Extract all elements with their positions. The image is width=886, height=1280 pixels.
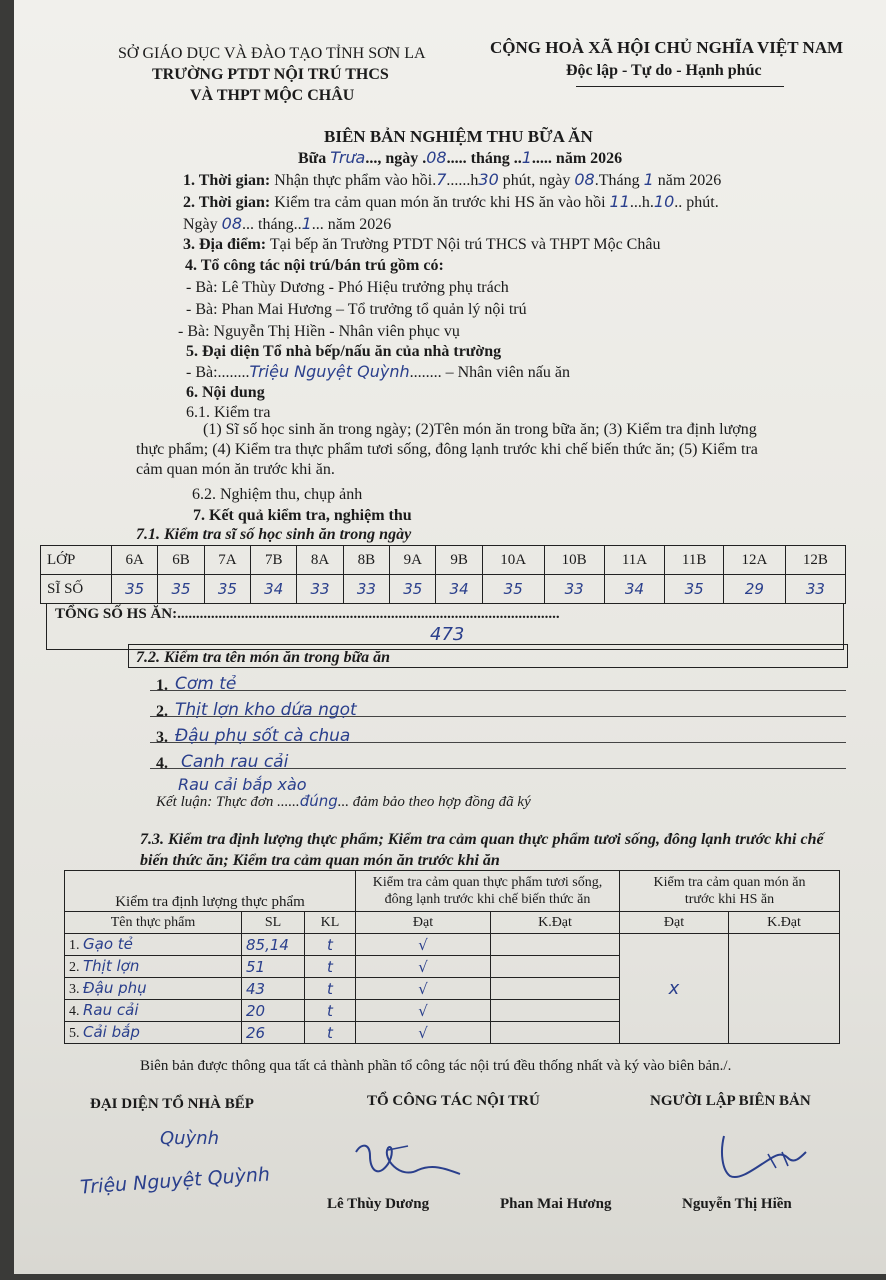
class-10a: 10A xyxy=(482,546,544,575)
national-title: CỘNG HOÀ XÃ HỘI CHỦ NGHĨA VIỆT NAM xyxy=(490,38,844,57)
member-2: - Bà: Phan Mai Hương – Tổ trưởng tổ quản lý nội trú xyxy=(186,301,527,318)
qt-h-kdat2: K.Đạt xyxy=(729,912,840,934)
item-6-para2: thực phẩm; (4) Kiểm tra thực phẩm tươi sống, đông lạnh trước khi chế biến thức ăn; (5) Kiểm tra xyxy=(136,441,758,458)
class-9b: 9B xyxy=(436,546,482,575)
meal-line: Bữa Trưa..., ngày .08..... tháng ..1..... năm 2026 xyxy=(298,148,623,167)
count-9a: 35 xyxy=(390,575,436,604)
item-5-title: 5. Đại diện Tổ nhà bếp/nấu ăn của nhà trường xyxy=(186,343,502,360)
qt-kdat-2 xyxy=(491,956,620,978)
committee-title: TỔ CÔNG TÁC NỘI TRÚ xyxy=(367,1093,540,1109)
dish-1-num: 1. xyxy=(156,677,168,694)
count-row xyxy=(41,575,846,604)
qt-kdat-5 xyxy=(491,1022,620,1044)
qt-sl-4: 20 xyxy=(242,1000,305,1022)
qt-food-1: 1. Gạo tẻ xyxy=(65,934,242,956)
qt-kl-3: t xyxy=(305,978,356,1000)
qt-header-row-2 xyxy=(65,912,840,934)
dish-2-name: Thịt lợn kho dứa ngọt xyxy=(175,700,357,720)
count-11a: 34 xyxy=(604,575,665,604)
motto-underline xyxy=(576,86,784,87)
item-6-1: 6.1. Kiểm tra xyxy=(186,404,271,421)
class-11b: 11B xyxy=(665,546,724,575)
qt-food-2: 2. Thịt lợn xyxy=(65,956,242,978)
class-7b: 7B xyxy=(251,546,297,575)
qt-dat-1: √ xyxy=(356,934,491,956)
qt-dat-3: √ xyxy=(356,978,491,1000)
quantity-table xyxy=(64,870,840,1044)
qt-dat-5: √ xyxy=(356,1022,491,1044)
qt-row xyxy=(65,934,840,956)
qt-dat-4: √ xyxy=(356,1000,491,1022)
count-6b: 35 xyxy=(158,575,204,604)
class-8a: 8A xyxy=(297,546,343,575)
qt-food-5: 5. Cải bắp xyxy=(65,1022,242,1044)
section-7-3-title-2: biến thức ăn; Kiểm tra cảm quan món ăn trước khi ăn xyxy=(140,852,500,869)
count-7a: 35 xyxy=(204,575,250,604)
class-12b: 12B xyxy=(785,546,845,575)
section-7-2-title: 7.2. Kiểm tra tên món ăn trong bữa ăn xyxy=(136,649,391,666)
qt-sl-1: 85,14 xyxy=(242,934,305,956)
qt-food-3: 3. Đậu phụ xyxy=(65,978,242,1000)
section-7-1-title: 7.1. Kiểm tra sĩ số học sinh ăn trong ngày xyxy=(136,526,412,543)
qt-group-1: Kiểm tra định lượng thực phẩm xyxy=(65,871,356,912)
total-value: 473 xyxy=(430,624,465,645)
kitchen-signature: Quỳnh xyxy=(160,1128,220,1149)
item-6-title: 6. Nội dung xyxy=(186,384,265,401)
item-5-cook: - Bà:........Triệu Nguyệt Quỳnh........ – Nhân viên nấu ăn xyxy=(186,362,570,381)
qt-h-kl: KL xyxy=(305,912,356,934)
count-12a: 29 xyxy=(723,575,785,604)
recorder-title: NGƯỜI LẬP BIÊN BẢN xyxy=(650,1093,811,1109)
class-7a: 7A xyxy=(204,546,250,575)
dish-4-num: 4. xyxy=(156,755,168,772)
document-title: BIÊN BẢN NGHIỆM THU BỮA ĂN xyxy=(324,127,593,146)
count-9b: 34 xyxy=(436,575,482,604)
qt-sl-3: 43 xyxy=(242,978,305,1000)
dept-name: SỞ GIÁO DỤC VÀ ĐÀO TẠO TỈNH SƠN LA xyxy=(118,45,426,62)
qt-food-4: 4. Rau cải xyxy=(65,1000,242,1022)
signer-nguyen-thi-hien: Nguyễn Thị Hiền xyxy=(682,1196,792,1212)
class-12a: 12A xyxy=(723,546,785,575)
count-12b: 33 xyxy=(785,575,845,604)
qt-h-dat: Đạt xyxy=(356,912,491,934)
dish-1-name: Cơm tẻ xyxy=(175,674,237,694)
section-7-3-title-1: 7.3. Kiểm tra định lượng thực phẩm; Kiểm tra cảm quan thực phẩm tươi sống, đông lạnh trước khi chế xyxy=(140,831,824,848)
signature-le-thuy-duong xyxy=(348,1134,468,1188)
dish-2-num: 2. xyxy=(156,703,168,720)
qt-kdat-3 xyxy=(491,978,620,1000)
closing-statement: Biên bản được thông qua tất cả thành phần tổ công tác nội trú đều thống nhất và ký vào biên bản./. xyxy=(140,1058,732,1074)
item-7-title: 7. Kết quả kiểm tra, nghiệm thu xyxy=(193,507,412,524)
dish-5-name: Rau cải bắp xào xyxy=(178,775,307,794)
class-11a: 11A xyxy=(604,546,665,575)
class-label: LỚP xyxy=(41,546,112,575)
item-6-2: 6.2. Nghiệm thu, chụp ảnh xyxy=(192,486,363,503)
school-name-line1: TRƯỜNG PTDT NỘI TRÚ THCS xyxy=(152,66,389,83)
item-3: 3. Địa điểm: Tại bếp ăn Trường PTDT Nội trú THCS và THPT Mộc Châu xyxy=(183,236,661,253)
item-6-para1: (1) Sĩ số học sinh ăn trong ngày; (2)Tên món ăn trong bữa ăn; (3) Kiểm tra định lượng xyxy=(203,421,757,438)
dish-4-name: Canh rau cải xyxy=(181,752,289,772)
class-count-table xyxy=(40,545,846,604)
qt-monan-dat: x xyxy=(620,934,729,1044)
signer-le-thuy-duong: Lê Thùy Dương xyxy=(327,1196,430,1212)
dish-line-1 xyxy=(150,670,846,691)
dish-3-num: 3. xyxy=(156,729,168,746)
qt-kl-4: t xyxy=(305,1000,356,1022)
signature-nguyen-thi-hien xyxy=(710,1128,820,1188)
item-6-para3: cảm quan món ăn trước khi ăn. xyxy=(136,461,335,478)
qt-sl-2: 51 xyxy=(242,956,305,978)
kitchen-rep-title: ĐẠI DIỆN TỔ NHÀ BẾP xyxy=(90,1096,254,1112)
qt-h-name: Tên thực phẩm xyxy=(65,912,242,934)
qt-group-2: Kiểm tra cảm quan thực phẩm tươi sống, đông lạnh trước khi chế biến thức ăn xyxy=(356,871,620,912)
count-8b: 33 xyxy=(343,575,389,604)
class-8b: 8B xyxy=(343,546,389,575)
item-2-date: Ngày 08... tháng..1... năm 2026 xyxy=(183,214,392,233)
qt-dat-2: √ xyxy=(356,956,491,978)
total-label: TỔNG SỐ HS ĂN:...................................................................................................... xyxy=(55,606,560,622)
count-10a: 35 xyxy=(482,575,544,604)
school-name-line2: VÀ THPT MỘC CHÂU xyxy=(190,87,355,104)
class-9a: 9A xyxy=(390,546,436,575)
dish-3-name: Đậu phụ sốt cà chua xyxy=(175,726,351,746)
signer-phan-mai-huong: Phan Mai Hương xyxy=(500,1196,612,1212)
count-8a: 33 xyxy=(297,575,343,604)
item-2: 2. Thời gian: Kiểm tra cảm quan món ăn trước khi HS ăn vào hồi 11...h.10.. phút. xyxy=(183,192,719,211)
count-7b: 34 xyxy=(251,575,297,604)
class-6b: 6B xyxy=(158,546,204,575)
qt-kl-1: t xyxy=(305,934,356,956)
national-motto: Độc lập - Tự do - Hạnh phúc xyxy=(566,62,762,79)
count-11b: 35 xyxy=(665,575,724,604)
qt-monan-kdat xyxy=(729,934,840,1044)
class-6a: 6A xyxy=(112,546,158,575)
qt-kdat-1 xyxy=(491,934,620,956)
class-row xyxy=(41,546,846,575)
item-1: 1. Thời gian: Nhận thực phẩm vào hồi.7......h30 phút, ngày 08.Tháng 1 năm 2026 xyxy=(183,170,722,189)
qt-kdat-4 xyxy=(491,1000,620,1022)
kitchen-name-handwritten: Triệu Nguyệt Quỳnh xyxy=(79,1163,271,1199)
class-10b: 10B xyxy=(544,546,604,575)
item-4-title: 4. Tổ công tác nội trú/bán trú gồm có: xyxy=(185,257,444,274)
qt-group-3: Kiểm tra cảm quan món ăn trước khi HS ăn xyxy=(620,871,840,912)
qt-h-dat2: Đạt xyxy=(620,912,729,934)
qt-kl-2: t xyxy=(305,956,356,978)
count-6a: 35 xyxy=(112,575,158,604)
qt-h-sl: SL xyxy=(242,912,305,934)
qt-h-kdat: K.Đạt xyxy=(491,912,620,934)
qt-kl-5: t xyxy=(305,1022,356,1044)
qt-sl-5: 26 xyxy=(242,1022,305,1044)
menu-conclusion: Kết luận: Thực đơn ......đúng... đảm bảo theo hợp đồng đã ký xyxy=(156,792,531,810)
member-1: - Bà: Lê Thùy Dương - Phó Hiệu trưởng phụ trách xyxy=(186,279,509,296)
count-label: SĨ SỐ xyxy=(41,575,112,604)
count-10b: 33 xyxy=(544,575,604,604)
member-3: - Bà: Nguyễn Thị Hiền - Nhân viên phục vụ xyxy=(178,323,460,340)
